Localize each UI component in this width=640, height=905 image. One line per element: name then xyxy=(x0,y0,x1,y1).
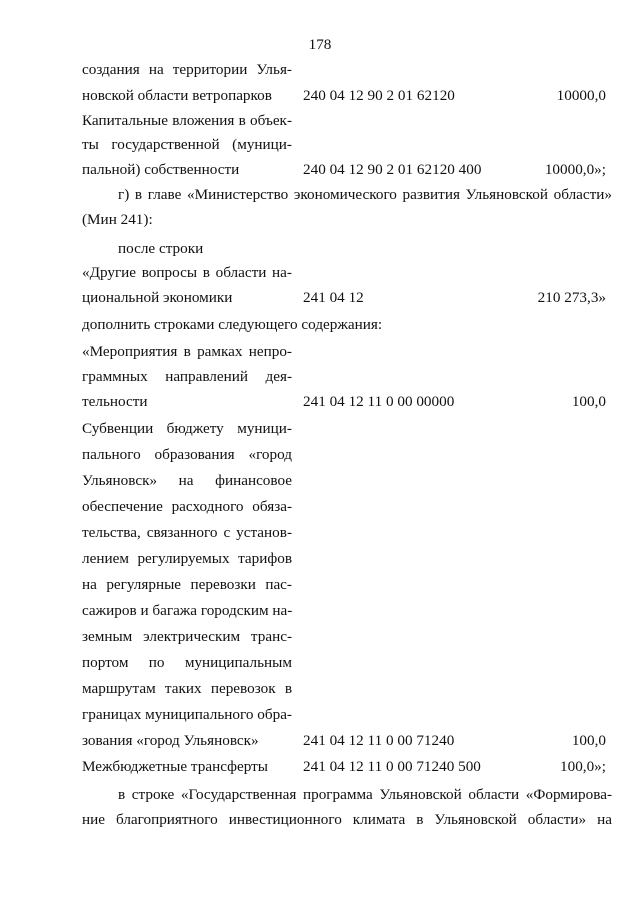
page-number: 178 xyxy=(308,36,332,53)
row-description-line: граммных направлений дея- xyxy=(82,368,292,385)
row-sum: 100,0 xyxy=(571,732,606,749)
row-description-line: лением регулируемых тарифов xyxy=(82,550,292,567)
row-codes: 240 04 12 90 2 01 62120 400 xyxy=(303,161,482,178)
row-sum: 210 273,3» xyxy=(537,289,606,306)
paragraph-line: (Мин 241): xyxy=(82,211,153,228)
paragraph-line: ние благоприятного инвестиционного климата в Ульяновской области» на xyxy=(82,811,612,828)
row-codes: 241 04 12 11 0 00 00000 xyxy=(303,393,455,410)
row-description-line: земным электрическим транс- xyxy=(82,628,292,645)
paragraph-line: в строке «Государственная программа Ульяновской области «Формирова- xyxy=(118,786,612,803)
row-description-line: «Мероприятия в рамках непро- xyxy=(82,343,292,360)
row-description-line: Ульяновск» на финансовое xyxy=(82,472,292,489)
row-description-line: ты государственной (муници- xyxy=(82,136,292,153)
row-description-line: пальной) собственности xyxy=(82,161,240,178)
instruction-line: дополнить строками следующего содержания: xyxy=(82,316,383,333)
row-codes: 241 04 12 11 0 00 71240 500 xyxy=(303,758,481,775)
row-description-line: «Другие вопросы в области на- xyxy=(82,264,292,281)
row-description-line: портом по муниципальным xyxy=(82,654,292,671)
row-sum: 10000,0»; xyxy=(544,161,606,178)
row-description-line: сажиров и багажа городским на- xyxy=(82,602,293,619)
instruction-line: после строки xyxy=(118,240,204,257)
paragraph-line: г) в главе «Министерство экономического развития Ульяновской области» xyxy=(118,186,612,203)
row-description-line: зования «город Ульяновск» xyxy=(82,732,259,749)
row-description-line: обеспечение расходного обяза- xyxy=(82,498,292,515)
row-description-line: маршрутам таких перевозок в xyxy=(82,680,292,697)
row-description-line: Межбюджетные трансферты xyxy=(82,758,268,775)
row-codes: 241 04 12 11 0 00 71240 xyxy=(303,732,455,749)
row-description-line: на регулярные перевозки пас- xyxy=(82,576,292,593)
row-description-line: тельства, связанного с установ- xyxy=(82,524,292,541)
row-description-line: новской области ветропарков xyxy=(82,87,272,104)
row-description-line: Капитальные вложения в объек- xyxy=(82,112,292,129)
row-description-line: создания на территории Улья- xyxy=(82,61,292,78)
row-codes: 241 04 12 xyxy=(303,289,364,306)
row-sum: 100,0»; xyxy=(560,758,606,775)
row-description-line: циональной экономики xyxy=(82,289,233,306)
row-codes: 240 04 12 90 2 01 62120 xyxy=(303,87,455,104)
row-description-line: границах муниципального обра- xyxy=(82,706,292,723)
row-sum: 10000,0 xyxy=(556,87,606,104)
row-description-line: Субвенции бюджету муници- xyxy=(82,420,292,437)
row-sum: 100,0 xyxy=(571,393,606,410)
row-description-line: пального образования «город xyxy=(82,446,292,463)
row-description-line: тельности xyxy=(82,393,148,410)
